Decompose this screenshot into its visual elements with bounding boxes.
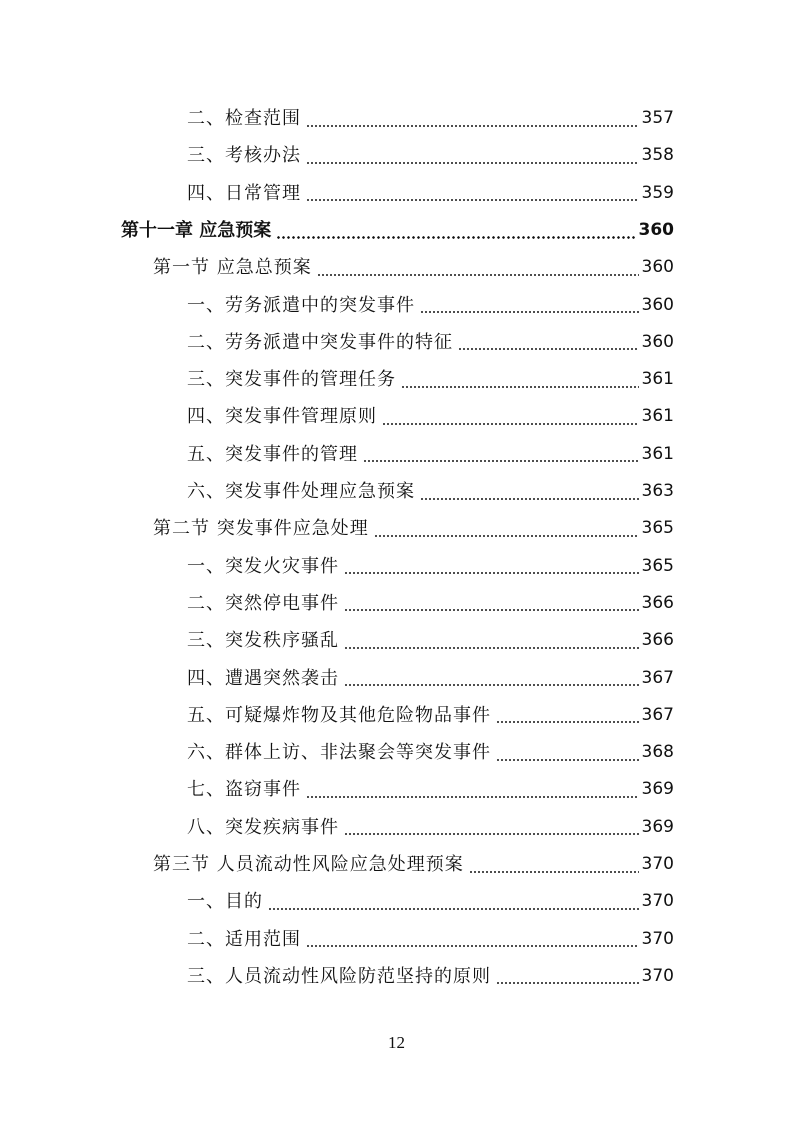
- toc-entry-label: 二、检查范围: [187, 108, 301, 129]
- toc-section-entry[interactable]: [153, 846, 674, 883]
- toc-entry-label: 二、适用范围: [187, 928, 301, 950]
- dot-leader: [306, 162, 639, 164]
- toc-entry-page-number: 368: [641, 742, 674, 763]
- toc-entry-page-number: 357: [641, 108, 674, 128]
- toc-item-entry[interactable]: [187, 921, 674, 958]
- dot-leader: [401, 386, 639, 388]
- toc-entry-label: 三、人员流动性风险防范坚持的原则: [187, 965, 491, 987]
- toc-item-entry[interactable]: [187, 137, 674, 174]
- toc-item-entry[interactable]: [187, 548, 674, 585]
- toc-item-entry[interactable]: [187, 436, 674, 473]
- toc-item-entry[interactable]: [187, 100, 674, 137]
- toc-entry-label: 三、考核办法: [187, 145, 301, 167]
- toc-item-entry[interactable]: [187, 287, 674, 324]
- toc-entry-label: 第十一章 应急预案: [121, 219, 272, 241]
- dot-leader: [496, 721, 639, 723]
- dot-leader: [344, 833, 639, 835]
- toc-item-entry[interactable]: [187, 958, 674, 995]
- dot-leader: [276, 236, 635, 239]
- toc-entry-page-number: 367: [641, 704, 674, 725]
- toc-entry-page-number: 365: [641, 555, 674, 576]
- toc-item-entry[interactable]: [187, 398, 674, 435]
- toc-item-entry[interactable]: [187, 175, 674, 212]
- toc-item-entry[interactable]: [187, 622, 674, 659]
- dot-leader: [344, 572, 639, 574]
- toc-section-entry[interactable]: [153, 249, 674, 286]
- toc-entry-page-number: 370: [641, 891, 674, 912]
- dot-leader: [382, 423, 639, 425]
- dot-leader: [306, 125, 639, 127]
- toc-entry-page-number: 358: [641, 145, 674, 166]
- toc-entry-label: 一、突发火灾事件: [187, 555, 339, 577]
- toc-entry-label: 二、突然停电事件: [187, 592, 339, 614]
- toc-entry-label: 第三节 人员流动性风险应急处理预案: [153, 854, 464, 875]
- toc-item-entry[interactable]: [187, 883, 674, 920]
- toc-entry-label: 三、突发事件的管理任务: [187, 369, 396, 391]
- toc-entry-page-number: 369: [641, 816, 674, 837]
- dot-leader: [344, 609, 639, 611]
- toc-entry-page-number: 365: [641, 518, 674, 539]
- toc-item-entry[interactable]: [187, 473, 674, 510]
- toc-item-entry[interactable]: [187, 809, 674, 846]
- toc-entry-label: 五、突发事件的管理: [187, 443, 358, 465]
- page-number: 12: [388, 1033, 405, 1052]
- dot-leader: [344, 647, 639, 649]
- toc-entry-label: 四、遭遇突然袭击: [187, 667, 339, 689]
- toc-item-entry[interactable]: [187, 697, 674, 734]
- dot-leader: [344, 684, 639, 686]
- toc-entry-page-number: 370: [641, 854, 674, 874]
- toc-entry-label: 第一节 应急总预案: [153, 257, 312, 279]
- dot-leader: [306, 199, 639, 201]
- toc-section-entry[interactable]: [153, 510, 674, 547]
- toc-entry-page-number: 360: [641, 331, 674, 352]
- toc-item-entry[interactable]: [187, 585, 674, 622]
- toc-entry-page-number: 369: [641, 779, 674, 800]
- toc-entry-label: 五、可疑爆炸物及其他危险物品事件: [187, 704, 491, 726]
- toc-entry-label: 四、日常管理: [187, 182, 301, 204]
- toc-entry-label: 六、突发事件处理应急预案: [187, 481, 415, 502]
- dot-leader: [420, 498, 639, 500]
- dot-leader: [496, 982, 639, 984]
- toc-entry-page-number: 360: [641, 257, 674, 278]
- toc-entry-page-number: 361: [641, 406, 674, 427]
- toc-item-entry[interactable]: [187, 324, 674, 361]
- dot-leader: [496, 759, 639, 761]
- dot-leader: [469, 871, 639, 873]
- dot-leader: [363, 460, 639, 462]
- toc-entry-page-number: 370: [641, 965, 674, 986]
- toc-item-entry[interactable]: [187, 361, 674, 398]
- toc-entry-page-number: 370: [641, 928, 674, 949]
- dot-leader: [374, 535, 639, 537]
- toc-entry-label: 一、劳务派遣中的突发事件: [187, 294, 415, 316]
- toc-entry-page-number: 360: [638, 219, 674, 240]
- toc-entry-label: 四、突发事件管理原则: [187, 406, 377, 428]
- toc-item-entry[interactable]: [187, 771, 674, 808]
- toc-entry-page-number: 363: [641, 481, 674, 501]
- toc-entry-page-number: 366: [641, 630, 674, 651]
- dot-leader: [458, 348, 639, 350]
- toc-entry-page-number: 361: [641, 369, 674, 390]
- toc-entry-label: 二、劳务派遣中突发事件的特征: [187, 331, 453, 353]
- dot-leader: [317, 274, 639, 276]
- toc-entry-label: 七、盗窃事件: [187, 779, 301, 801]
- dot-leader: [268, 908, 639, 910]
- toc-item-entry[interactable]: [187, 734, 674, 771]
- dot-leader: [306, 796, 639, 798]
- toc-chapter-entry[interactable]: [121, 212, 674, 249]
- toc-entry-page-number: 359: [641, 182, 674, 203]
- dot-leader: [420, 311, 639, 313]
- toc-entry-page-number: 360: [641, 294, 674, 315]
- toc-item-entry[interactable]: [187, 660, 674, 697]
- toc-entry-label: 六、群体上访、非法聚会等突发事件: [187, 742, 491, 764]
- toc-entry-page-number: 366: [641, 592, 674, 613]
- toc-entry-page-number: 367: [641, 667, 674, 688]
- toc-entry-label: 一、目的: [187, 891, 263, 913]
- toc-entry-label: 三、突发秩序骚乱: [187, 630, 339, 652]
- toc-entry-page-number: 361: [641, 443, 674, 464]
- dot-leader: [306, 945, 639, 947]
- toc-entry-label: 八、突发疾病事件: [187, 816, 339, 838]
- toc-entry-label: 第二节 突发事件应急处理: [153, 518, 369, 540]
